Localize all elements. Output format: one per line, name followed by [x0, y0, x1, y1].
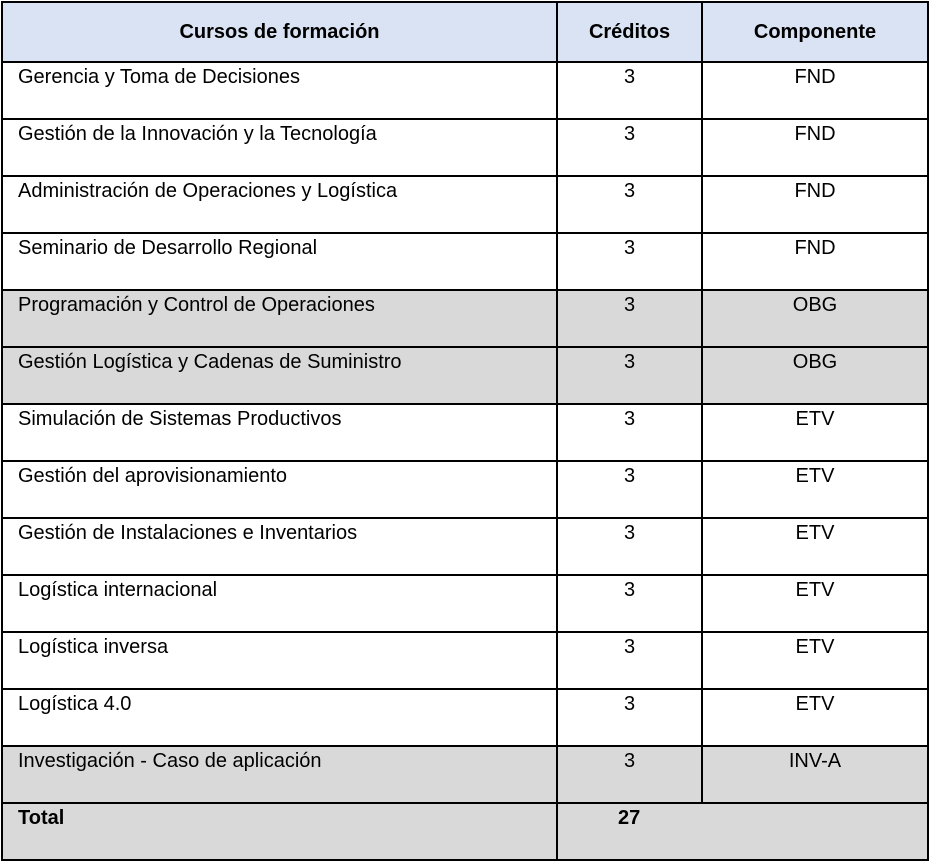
credits-cell: 3 — [557, 404, 702, 461]
total-label: Total — [2, 803, 557, 860]
table-body — [2, 62, 928, 860]
credits-cell: 3 — [557, 575, 702, 632]
table-row — [2, 119, 928, 176]
total-row — [2, 803, 928, 860]
table-row — [2, 689, 928, 746]
credits-cell: 3 — [557, 689, 702, 746]
credits-cell: 3 — [557, 347, 702, 404]
credits-cell: 3 — [557, 290, 702, 347]
course-cell: Gestión del aprovisionamiento — [2, 461, 557, 518]
component-cell: ETV — [702, 632, 928, 689]
courses-table-container — [1, 1, 927, 861]
credits-cell: 3 — [557, 119, 702, 176]
credits-cell: 3 — [557, 62, 702, 119]
component-cell: OBG — [702, 290, 928, 347]
component-cell: ETV — [702, 404, 928, 461]
course-cell: Gerencia y Toma de Decisiones — [2, 62, 557, 119]
component-cell: OBG — [702, 347, 928, 404]
table-row — [2, 632, 928, 689]
credits-cell: 3 — [557, 632, 702, 689]
course-cell: Seminario de Desarrollo Regional — [2, 233, 557, 290]
header-course: Cursos de formación — [2, 2, 557, 62]
table-row — [2, 62, 928, 119]
component-cell: FND — [702, 62, 928, 119]
component-cell: ETV — [702, 575, 928, 632]
table-row — [2, 176, 928, 233]
course-cell: Programación y Control de Operaciones — [2, 290, 557, 347]
component-cell: ETV — [702, 461, 928, 518]
course-cell: Gestión de la Innovación y la Tecnología — [2, 119, 557, 176]
courses-table — [1, 1, 929, 861]
course-cell: Logística inversa — [2, 632, 557, 689]
component-cell: FND — [702, 119, 928, 176]
credits-cell: 3 — [557, 746, 702, 803]
component-cell: ETV — [702, 518, 928, 575]
component-cell: INV-A — [702, 746, 928, 803]
total-credits: 27 — [557, 803, 928, 860]
component-cell: FND — [702, 233, 928, 290]
course-cell: Gestión de Instalaciones e Inventarios — [2, 518, 557, 575]
course-cell: Logística internacional — [2, 575, 557, 632]
table-row — [2, 347, 928, 404]
table-row — [2, 746, 928, 803]
credits-cell: 3 — [557, 176, 702, 233]
course-cell: Gestión Logística y Cadenas de Suministro — [2, 347, 557, 404]
table-row — [2, 404, 928, 461]
header-credits: Créditos — [557, 2, 702, 62]
credits-cell: 3 — [557, 461, 702, 518]
credits-cell: 3 — [557, 518, 702, 575]
component-cell: ETV — [702, 689, 928, 746]
table-row — [2, 518, 928, 575]
course-cell: Administración de Operaciones y Logística — [2, 176, 557, 233]
component-cell: FND — [702, 176, 928, 233]
course-cell: Investigación - Caso de aplicación — [2, 746, 557, 803]
table-row — [2, 461, 928, 518]
course-cell: Simulación de Sistemas Productivos — [2, 404, 557, 461]
table-row — [2, 233, 928, 290]
header-component: Componente — [702, 2, 928, 62]
table-row — [2, 575, 928, 632]
table-row — [2, 290, 928, 347]
course-cell: Logística 4.0 — [2, 689, 557, 746]
header-row — [2, 2, 928, 62]
credits-cell: 3 — [557, 233, 702, 290]
